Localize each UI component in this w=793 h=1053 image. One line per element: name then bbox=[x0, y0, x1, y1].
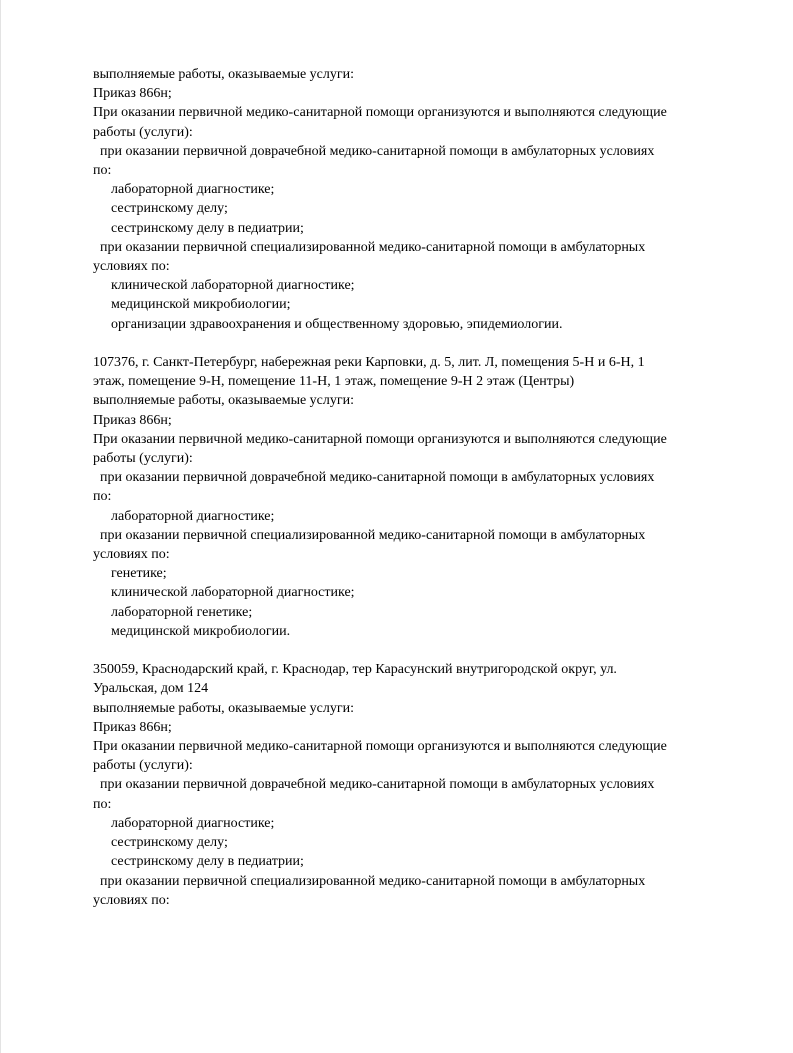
document-line: сестринскому делу; bbox=[111, 835, 228, 851]
document-line: при оказании первичной доврачебной медико-санитарной помощи в амбулаторных условиях bbox=[100, 777, 655, 793]
document-line: лабораторной диагностике; bbox=[111, 815, 275, 831]
document-line: сестринскому делу в педиатрии; bbox=[111, 854, 304, 870]
license-works-block-2 bbox=[93, 353, 753, 641]
document-line: лабораторной диагностике; bbox=[111, 182, 275, 198]
license-works-document bbox=[1, 0, 793, 910]
document-line: сестринскому делу в педиатрии; bbox=[111, 220, 304, 236]
document-line: при оказании первичной доврачебной медико-санитарной помощи в амбулаторных условиях bbox=[100, 470, 655, 486]
document-line: по: bbox=[93, 163, 112, 179]
document-line: выполняемые работы, оказываемые услуги: bbox=[93, 700, 355, 716]
document-line: при оказании первичной специализированной медико-санитарной помощи в амбулаторных bbox=[100, 873, 646, 889]
document-line: по: bbox=[93, 489, 112, 505]
document-line: 107376, г. Санкт-Петербург, набережная реки Карповки, д. 5, лит. Л, помещения 5-Н и 6-Н, 1 bbox=[93, 355, 645, 371]
document-line: При оказании первичной медико-санитарной помощи организуются и выполняются следующие bbox=[93, 105, 667, 121]
document-line: работы (услуги): bbox=[93, 124, 193, 140]
document-line: при оказании первичной доврачебной медико-санитарной помощи в амбулаторных условиях bbox=[100, 143, 655, 159]
document-line: клинической лабораторной диагностике; bbox=[111, 278, 355, 294]
document-line: медицинской микробиологии; bbox=[111, 297, 291, 313]
document-line: работы (услуги): bbox=[93, 758, 193, 774]
document-line: по: bbox=[93, 796, 112, 812]
document-line: лабораторной генетике; bbox=[111, 604, 253, 620]
document-line: выполняемые работы, оказываемые услуги: bbox=[93, 393, 355, 409]
document-line: работы (услуги): bbox=[93, 451, 193, 467]
document-line: условиях по: bbox=[93, 259, 170, 275]
document-line: этаж, помещение 9-Н, помещение 11-Н, 1 этаж, помещение 9-Н 2 этаж (Центры) bbox=[93, 374, 575, 390]
document-line: условиях по: bbox=[93, 547, 170, 563]
document-line: при оказании первичной специализированной медико-санитарной помощи в амбулаторных bbox=[100, 527, 646, 543]
document-line: При оказании первичной медико-санитарной помощи организуются и выполняются следующие bbox=[93, 739, 667, 755]
document-line: Уральская, дом 124 bbox=[93, 681, 209, 697]
document-line: клинической лабораторной диагностике; bbox=[111, 585, 355, 601]
document-line: при оказании первичной специализированной медико-санитарной помощи в амбулаторных bbox=[100, 239, 646, 255]
license-works-block-1 bbox=[93, 65, 753, 334]
document-line: лабораторной диагностике; bbox=[111, 508, 275, 524]
document-line: При оказании первичной медико-санитарной помощи организуются и выполняются следующие bbox=[93, 431, 667, 447]
document-line: 350059, Краснодарский край, г. Краснодар, тер Карасунский внутригородской округ, ул. bbox=[93, 662, 617, 678]
document-line: сестринскому делу; bbox=[111, 201, 228, 217]
document-line: Приказ 866н; bbox=[93, 86, 172, 102]
document-line: Приказ 866н; bbox=[93, 719, 172, 735]
document-line: Приказ 866н; bbox=[93, 412, 172, 428]
document-line: медицинской микробиологии. bbox=[111, 623, 291, 639]
document-line: организации здравоохранения и общественному здоровью, эпидемиологии. bbox=[111, 316, 563, 332]
document-line: условиях по: bbox=[93, 892, 170, 908]
document-line: выполняемые работы, оказываемые услуги: bbox=[93, 67, 355, 82]
document-line: генетике; bbox=[111, 566, 167, 582]
license-works-block-3 bbox=[93, 660, 753, 910]
